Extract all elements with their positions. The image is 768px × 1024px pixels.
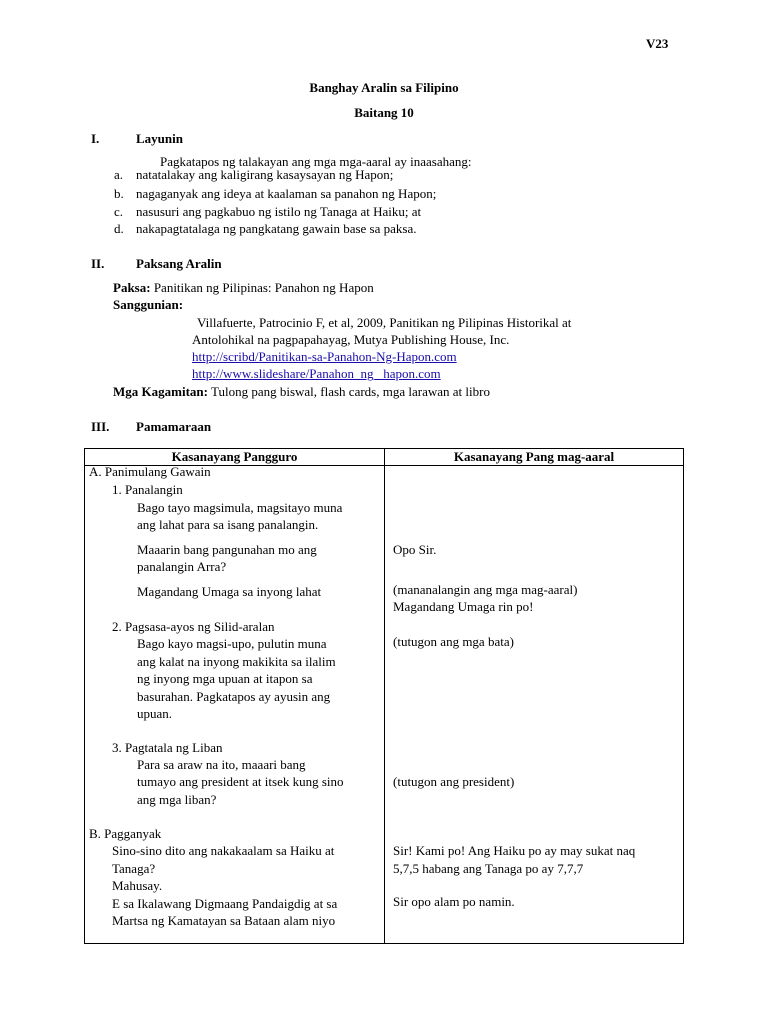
column-header-student: Kasanayang Pang mag-aaral	[453, 449, 615, 464]
reference-link-slideshare[interactable]: http://www.slideshare/Panahon_ng_ hapon.com	[192, 366, 441, 381]
student-response: Magandang Umaga rin po!	[393, 599, 534, 614]
section-2-number: II.	[91, 256, 105, 271]
sanggunian-label: Sanggunian:	[113, 297, 184, 312]
teacher-text: panalangin Arra?	[137, 559, 227, 574]
teacher-text: upuan.	[137, 706, 173, 721]
document-code: V23	[646, 36, 669, 51]
step-2-title: 2. Pagsasa-ayos ng Silid-aralan	[112, 619, 275, 634]
section-2-heading: Paksang Aralin	[136, 256, 222, 271]
teacher-text: Magandang Umaga sa inyong lahat	[137, 584, 322, 599]
teacher-text: Maaarin bang pangunahan mo ang	[137, 542, 317, 557]
student-response: Sir opo alam po namin.	[393, 894, 515, 909]
procedure-table	[84, 448, 684, 944]
teacher-text: tumayo ang president at itsek kung sino	[137, 774, 344, 789]
paksa-label: Paksa:	[113, 280, 151, 295]
step-1-title: 1. Panalangin	[112, 482, 183, 497]
teacher-text: Mahusay.	[112, 878, 163, 893]
objective-letter: a.	[114, 167, 124, 182]
teacher-text: Bago kayo magsi-upo, pulutin muna	[137, 636, 327, 651]
teacher-text: Para sa araw na ito, maaari bang	[137, 757, 306, 772]
reference-link-scribd[interactable]: http://scribd/Panitikan-sa-Panahon-Ng-Hapon.com	[192, 349, 457, 364]
teacher-text: Martsa ng Kamatayan sa Bataan alam niyo	[112, 913, 336, 928]
objective-letter: b.	[114, 186, 124, 201]
objective-text: nagaganyak ang ideya at kaalaman sa panahon ng Hapon;	[136, 186, 437, 201]
paksa-row	[113, 279, 374, 297]
section-3-heading: Pamamaraan	[136, 419, 212, 434]
teacher-text: ng inyong mga upuan at itapon sa	[137, 671, 313, 686]
objective-letter: d.	[114, 221, 124, 236]
student-response: (mananalangin ang mga mag-aaral)	[393, 582, 578, 597]
section-b-title: B. Pagganyak	[89, 826, 162, 841]
objective-text: nakapagtatalaga ng pangkatang gawain base sa paksa.	[136, 221, 417, 236]
teacher-text: ang mga liban?	[137, 792, 217, 807]
section-3-number: III.	[91, 419, 110, 434]
objective-text: nasusuri ang pagkabuo ng istilo ng Tanaga at Haiku; at	[136, 204, 422, 219]
reference-line-2: Antolohikal na pagpapahayag, Mutya Publishing House, Inc.	[192, 332, 510, 347]
student-response: Opo Sir.	[393, 542, 437, 557]
objectives-intro: Pagkatapos ng talakayan ang mga mga-aaral ay inaasahang:	[160, 154, 472, 169]
document-subtitle: Baitang 10	[354, 105, 414, 120]
teacher-text: Bago tayo magsimula, magsitayo muna	[137, 500, 343, 515]
student-response: (tutugon ang president)	[393, 774, 515, 789]
reference-line-1: Villafuerte, Patrocinio F, et al, 2009, Panitikan ng Pilipinas Historikal at	[197, 315, 572, 330]
teacher-text: ang kalat na inyong makikita sa ilalim	[137, 654, 336, 669]
paksa-value: Panitikan ng Pilipinas: Panahon ng Hapon	[153, 280, 374, 295]
document-title: Banghay Aralin sa Filipino	[309, 80, 459, 95]
kagamitan-label: Mga Kagamitan:	[113, 384, 208, 399]
student-response: (tutugon ang mga bata)	[393, 634, 514, 649]
section-1-heading: Layunin	[136, 131, 183, 146]
teacher-text: Sino-sino dito ang nakakaalam sa Haiku at	[112, 843, 335, 858]
section-a-title: A. Panimulang Gawain	[89, 464, 211, 479]
teacher-text: E sa Ikalawang Digmaang Pandaigdig at sa	[112, 896, 338, 911]
teacher-text: basurahan. Pagkatapos ay ayusin ang	[137, 689, 331, 704]
column-divider	[384, 449, 385, 943]
step-3-title: 3. Pagtatala ng Liban	[112, 740, 223, 755]
objective-letter: c.	[114, 204, 124, 219]
student-response: 5,7,5 habang ang Tanaga po ay 7,7,7	[393, 861, 584, 876]
teacher-text: Tanaga?	[112, 861, 156, 876]
student-response: Sir! Kami po! Ang Haiku po ay may sukat naq	[393, 843, 636, 858]
column-header-teacher: Kasanayang Pangguro	[171, 449, 298, 464]
teacher-text: ang lahat para sa isang panalangin.	[137, 517, 319, 532]
objective-text: natatalakay ang kaligirang kasaysayan ng Hapon;	[136, 167, 394, 182]
kagamitan-row	[113, 383, 490, 401]
section-1-number: I.	[91, 131, 100, 146]
kagamitan-value: Tulong pang biswal, flash cards, mga larawan at libro	[210, 384, 490, 399]
